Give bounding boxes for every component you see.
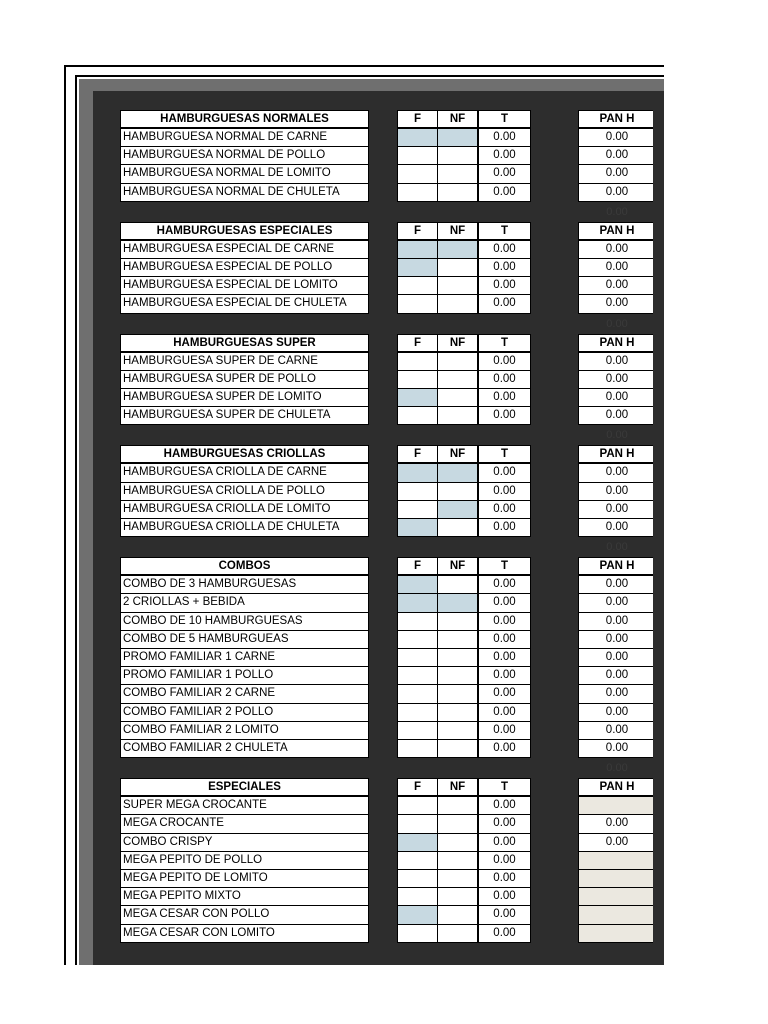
pan-cell: 0.00 bbox=[578, 518, 653, 537]
item-name: MEGA PEPITO DE POLLO bbox=[120, 851, 369, 870]
qty-cell-nf[interactable] bbox=[437, 796, 478, 815]
item-name: HAMBURGUESA ESPECIAL DE LOMITO bbox=[120, 276, 369, 295]
total-cell: 0.00 bbox=[478, 352, 531, 371]
qty-cell-nf[interactable] bbox=[437, 240, 478, 259]
qty-cell-nf[interactable] bbox=[437, 406, 478, 425]
section-title: HAMBURGUESAS NORMALES bbox=[120, 110, 369, 128]
section-pan-total: 0.00 bbox=[606, 541, 628, 554]
qty-cell-nf[interactable] bbox=[437, 648, 478, 667]
qty-cell-nf[interactable] bbox=[437, 814, 478, 833]
section-title: COMBOS bbox=[120, 557, 369, 575]
qty-cell-f[interactable] bbox=[397, 276, 438, 295]
qty-cell-f[interactable] bbox=[397, 575, 438, 594]
total-cell: 0.00 bbox=[478, 630, 531, 649]
qty-cell-nf[interactable] bbox=[437, 851, 478, 870]
total-cell: 0.00 bbox=[478, 500, 531, 519]
total-cell: 0.00 bbox=[478, 905, 531, 924]
total-cell: 0.00 bbox=[478, 593, 531, 612]
qty-cell-f[interactable] bbox=[397, 796, 438, 815]
pan-cell: 0.00 bbox=[578, 612, 653, 631]
qty-cell-nf[interactable] bbox=[437, 388, 478, 407]
qty-cell-nf[interactable] bbox=[437, 869, 478, 888]
item-name: COMBO DE 10 HAMBURGUESAS bbox=[120, 612, 369, 631]
item-name: PROMO FAMILIAR 1 CARNE bbox=[120, 648, 369, 667]
pan-cell: 0.00 bbox=[578, 276, 653, 295]
qty-cell-f[interactable] bbox=[397, 240, 438, 259]
qty-cell-nf[interactable] bbox=[437, 833, 478, 852]
qty-cell-nf[interactable] bbox=[437, 518, 478, 537]
total-cell: 0.00 bbox=[478, 666, 531, 685]
item-name: HAMBURGUESA CRIOLLA DE CHULETA bbox=[120, 518, 369, 537]
total-cell: 0.00 bbox=[478, 482, 531, 501]
qty-cell-nf[interactable] bbox=[437, 500, 478, 519]
total-cell: 0.00 bbox=[478, 721, 531, 740]
total-cell: 0.00 bbox=[478, 370, 531, 389]
pan-cell: 0.00 bbox=[578, 482, 653, 501]
column-header-pan-h: PAN H bbox=[578, 334, 653, 352]
qty-cell-f[interactable] bbox=[397, 924, 438, 943]
pan-cell-empty bbox=[578, 905, 653, 924]
qty-cell-nf[interactable] bbox=[437, 482, 478, 501]
total-cell: 0.00 bbox=[478, 406, 531, 425]
column-header-nf: NF bbox=[437, 334, 478, 352]
qty-cell-f[interactable] bbox=[397, 370, 438, 389]
pan-cell: 0.00 bbox=[578, 183, 653, 202]
total-cell: 0.00 bbox=[478, 869, 531, 888]
pan-cell: 0.00 bbox=[578, 240, 653, 259]
pan-cell: 0.00 bbox=[578, 258, 653, 277]
total-cell: 0.00 bbox=[478, 164, 531, 183]
item-name: HAMBURGUESA NORMAL DE LOMITO bbox=[120, 164, 369, 183]
column-header-pan-h: PAN H bbox=[578, 445, 653, 463]
item-name: MEGA CESAR CON POLLO bbox=[120, 905, 369, 924]
qty-cell-f[interactable] bbox=[397, 666, 438, 685]
item-name: HAMBURGUESA NORMAL DE CHULETA bbox=[120, 183, 369, 202]
item-name: HAMBURGUESA ESPECIAL DE CARNE bbox=[120, 240, 369, 259]
total-cell: 0.00 bbox=[478, 294, 531, 313]
section-title: HAMBURGUESAS ESPECIALES bbox=[120, 222, 369, 240]
qty-cell-nf[interactable] bbox=[437, 739, 478, 758]
pan-cell: 0.00 bbox=[578, 630, 653, 649]
qty-cell-f[interactable] bbox=[397, 352, 438, 371]
item-name: MEGA CESAR CON LOMITO bbox=[120, 924, 369, 943]
pan-cell-empty bbox=[578, 851, 653, 870]
column-header-f: F bbox=[397, 110, 438, 128]
total-cell: 0.00 bbox=[478, 739, 531, 758]
qty-cell-nf[interactable] bbox=[437, 258, 478, 277]
column-header-f: F bbox=[397, 557, 438, 575]
section-pan-total: 0.00 bbox=[606, 429, 628, 442]
qty-cell-nf[interactable] bbox=[437, 905, 478, 924]
total-cell: 0.00 bbox=[478, 814, 531, 833]
column-header-nf: NF bbox=[437, 778, 478, 796]
column-header-t: T bbox=[478, 222, 531, 240]
total-cell: 0.00 bbox=[478, 924, 531, 943]
column-header-pan-h: PAN H bbox=[578, 557, 653, 575]
qty-cell-f[interactable] bbox=[397, 183, 438, 202]
total-cell: 0.00 bbox=[478, 463, 531, 482]
qty-cell-f[interactable] bbox=[397, 721, 438, 740]
column-header-pan-h: PAN H bbox=[578, 778, 653, 796]
item-name: MEGA CROCANTE bbox=[120, 814, 369, 833]
pan-cell: 0.00 bbox=[578, 164, 653, 183]
qty-cell-f[interactable] bbox=[397, 128, 438, 147]
qty-cell-nf[interactable] bbox=[437, 370, 478, 389]
qty-cell-f[interactable] bbox=[397, 500, 438, 519]
pan-cell: 0.00 bbox=[578, 814, 653, 833]
qty-cell-nf[interactable] bbox=[437, 276, 478, 295]
item-name: COMBO FAMILIAR 2 CARNE bbox=[120, 684, 369, 703]
total-cell: 0.00 bbox=[478, 703, 531, 722]
pan-cell: 0.00 bbox=[578, 352, 653, 371]
qty-cell-nf[interactable] bbox=[437, 164, 478, 183]
qty-cell-nf[interactable] bbox=[437, 684, 478, 703]
pan-cell: 0.00 bbox=[578, 146, 653, 165]
item-name: COMBO CRISPY bbox=[120, 833, 369, 852]
item-name: COMBO DE 3 HAMBURGUESAS bbox=[120, 575, 369, 594]
qty-cell-f[interactable] bbox=[397, 887, 438, 906]
column-header-f: F bbox=[397, 222, 438, 240]
total-cell: 0.00 bbox=[478, 276, 531, 295]
qty-cell-f[interactable] bbox=[397, 905, 438, 924]
item-name: HAMBURGUESA CRIOLLA DE POLLO bbox=[120, 482, 369, 501]
item-name: COMBO FAMILIAR 2 LOMITO bbox=[120, 721, 369, 740]
qty-cell-nf[interactable] bbox=[437, 463, 478, 482]
total-cell: 0.00 bbox=[478, 833, 531, 852]
pan-cell: 0.00 bbox=[578, 739, 653, 758]
item-name: HAMBURGUESA NORMAL DE CARNE bbox=[120, 128, 369, 147]
item-name: HAMBURGUESA SUPER DE LOMITO bbox=[120, 388, 369, 407]
pan-cell: 0.00 bbox=[578, 370, 653, 389]
item-name: SUPER MEGA CROCANTE bbox=[120, 796, 369, 815]
pan-cell: 0.00 bbox=[578, 294, 653, 313]
item-name: COMBO DE 5 HAMBURGUEAS bbox=[120, 630, 369, 649]
pan-cell-empty bbox=[578, 887, 653, 906]
pan-cell: 0.00 bbox=[578, 128, 653, 147]
pan-cell: 0.00 bbox=[578, 648, 653, 667]
qty-cell-f[interactable] bbox=[397, 406, 438, 425]
qty-cell-f[interactable] bbox=[397, 703, 438, 722]
pan-cell: 0.00 bbox=[578, 593, 653, 612]
pan-cell: 0.00 bbox=[578, 406, 653, 425]
item-name: HAMBURGUESA SUPER DE POLLO bbox=[120, 370, 369, 389]
item-name: 2 CRIOLLAS + BEBIDA bbox=[120, 593, 369, 612]
qty-cell-f[interactable] bbox=[397, 630, 438, 649]
qty-cell-nf[interactable] bbox=[437, 721, 478, 740]
column-header-f: F bbox=[397, 778, 438, 796]
pan-cell: 0.00 bbox=[578, 703, 653, 722]
qty-cell-f[interactable] bbox=[397, 612, 438, 631]
pan-cell: 0.00 bbox=[578, 666, 653, 685]
qty-cell-f[interactable] bbox=[397, 869, 438, 888]
qty-cell-f[interactable] bbox=[397, 294, 438, 313]
section-title: ESPECIALES bbox=[120, 778, 369, 796]
pan-cell: 0.00 bbox=[578, 463, 653, 482]
qty-cell-f[interactable] bbox=[397, 146, 438, 165]
column-header-pan-h: PAN H bbox=[578, 110, 653, 128]
qty-cell-nf[interactable] bbox=[437, 703, 478, 722]
pan-cell: 0.00 bbox=[578, 833, 653, 852]
total-cell: 0.00 bbox=[478, 183, 531, 202]
pan-cell: 0.00 bbox=[578, 721, 653, 740]
qty-cell-nf[interactable] bbox=[437, 183, 478, 202]
qty-cell-nf[interactable] bbox=[437, 630, 478, 649]
column-header-f: F bbox=[397, 445, 438, 463]
pan-cell: 0.00 bbox=[578, 575, 653, 594]
item-name: HAMBURGUESA SUPER DE CARNE bbox=[120, 352, 369, 371]
column-header-nf: NF bbox=[437, 222, 478, 240]
section-title: HAMBURGUESAS CRIOLLAS bbox=[120, 445, 369, 463]
qty-cell-nf[interactable] bbox=[437, 924, 478, 943]
qty-cell-f[interactable] bbox=[397, 518, 438, 537]
total-cell: 0.00 bbox=[478, 887, 531, 906]
qty-cell-nf[interactable] bbox=[437, 128, 478, 147]
qty-cell-f[interactable] bbox=[397, 814, 438, 833]
pan-cell: 0.00 bbox=[578, 388, 653, 407]
qty-cell-f[interactable] bbox=[397, 388, 438, 407]
total-cell: 0.00 bbox=[478, 796, 531, 815]
pan-cell: 0.00 bbox=[578, 500, 653, 519]
item-name: PROMO FAMILIAR 1 POLLO bbox=[120, 666, 369, 685]
column-header-pan-h: PAN H bbox=[578, 222, 653, 240]
section-pan-total: 0.00 bbox=[606, 205, 628, 218]
section-title: HAMBURGUESAS SUPER bbox=[120, 334, 369, 352]
section-pan-total: 0.00 bbox=[606, 317, 628, 330]
qty-cell-f[interactable] bbox=[397, 593, 438, 612]
qty-cell-nf[interactable] bbox=[437, 666, 478, 685]
total-cell: 0.00 bbox=[478, 240, 531, 259]
qty-cell-nf[interactable] bbox=[437, 352, 478, 371]
item-name: MEGA PEPITO MIXTO bbox=[120, 887, 369, 906]
column-header-t: T bbox=[478, 778, 531, 796]
qty-cell-nf[interactable] bbox=[437, 612, 478, 631]
qty-cell-f[interactable] bbox=[397, 463, 438, 482]
total-cell: 0.00 bbox=[478, 648, 531, 667]
item-name: MEGA PEPITO DE LOMITO bbox=[120, 869, 369, 888]
column-header-nf: NF bbox=[437, 110, 478, 128]
pan-cell-empty bbox=[578, 796, 653, 815]
item-name: HAMBURGUESA CRIOLLA DE LOMITO bbox=[120, 500, 369, 519]
total-cell: 0.00 bbox=[478, 612, 531, 631]
total-cell: 0.00 bbox=[478, 851, 531, 870]
qty-cell-nf[interactable] bbox=[437, 887, 478, 906]
item-name: HAMBURGUESA ESPECIAL DE CHULETA bbox=[120, 294, 369, 313]
total-cell: 0.00 bbox=[478, 518, 531, 537]
qty-cell-f[interactable] bbox=[397, 164, 438, 183]
item-name: COMBO FAMILIAR 2 CHULETA bbox=[120, 739, 369, 758]
column-header-t: T bbox=[478, 557, 531, 575]
column-header-nf: NF bbox=[437, 557, 478, 575]
column-header-t: T bbox=[478, 445, 531, 463]
item-name: HAMBURGUESA CRIOLLA DE CARNE bbox=[120, 463, 369, 482]
total-cell: 0.00 bbox=[478, 258, 531, 277]
qty-cell-f[interactable] bbox=[397, 258, 438, 277]
total-cell: 0.00 bbox=[478, 128, 531, 147]
item-name: HAMBURGUESA ESPECIAL DE POLLO bbox=[120, 258, 369, 277]
column-header-nf: NF bbox=[437, 445, 478, 463]
qty-cell-nf[interactable] bbox=[437, 575, 478, 594]
qty-cell-nf[interactable] bbox=[437, 593, 478, 612]
qty-cell-f[interactable] bbox=[397, 684, 438, 703]
total-cell: 0.00 bbox=[478, 388, 531, 407]
qty-cell-nf[interactable] bbox=[437, 146, 478, 165]
qty-cell-f[interactable] bbox=[397, 648, 438, 667]
qty-cell-f[interactable] bbox=[397, 482, 438, 501]
section-pan-total: 0.00 bbox=[606, 762, 628, 775]
column-header-t: T bbox=[478, 110, 531, 128]
total-cell: 0.00 bbox=[478, 684, 531, 703]
column-header-t: T bbox=[478, 334, 531, 352]
item-name: COMBO FAMILIAR 2 POLLO bbox=[120, 703, 369, 722]
pan-cell-empty bbox=[578, 869, 653, 888]
total-cell: 0.00 bbox=[478, 575, 531, 594]
total-cell: 0.00 bbox=[478, 146, 531, 165]
pan-cell-empty bbox=[578, 924, 653, 943]
column-header-f: F bbox=[397, 334, 438, 352]
pan-cell: 0.00 bbox=[578, 684, 653, 703]
qty-cell-nf[interactable] bbox=[437, 294, 478, 313]
qty-cell-f[interactable] bbox=[397, 739, 438, 758]
qty-cell-f[interactable] bbox=[397, 833, 438, 852]
item-name: HAMBURGUESA SUPER DE CHULETA bbox=[120, 406, 369, 425]
qty-cell-f[interactable] bbox=[397, 851, 438, 870]
item-name: HAMBURGUESA NORMAL DE POLLO bbox=[120, 146, 369, 165]
